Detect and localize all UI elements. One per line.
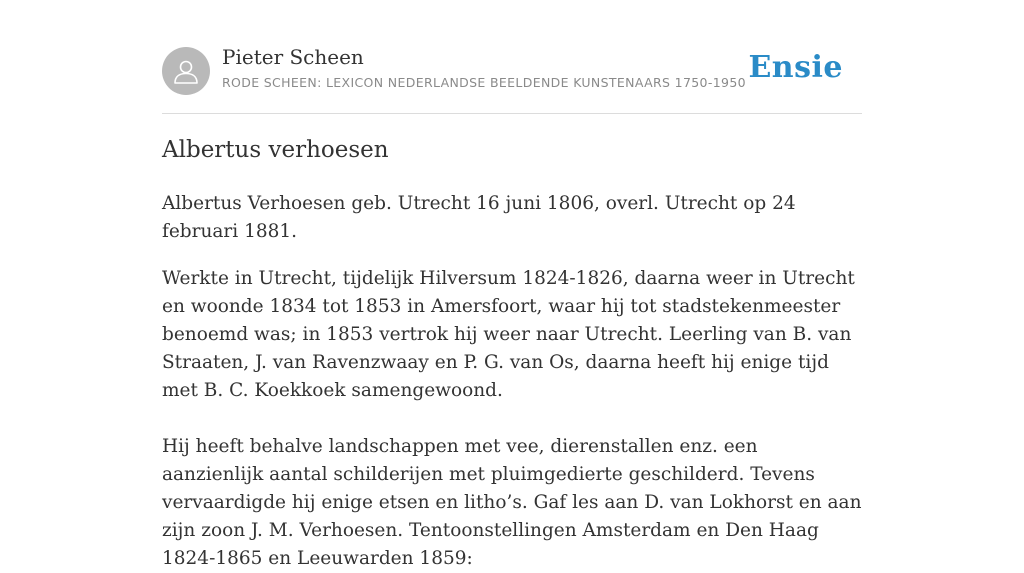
article-paragraph: Albertus Verhoesen geb. Utrecht 16 juni 1806, overl. Utrecht op 24 februari 1881. — [162, 193, 796, 242]
entry-header — [162, 0, 862, 114]
article-body — [162, 190, 862, 573]
source-title[interactable]: RODE SCHEEN: LEXICON NEDERLANDSE BEELDENDE KUNSTENAARS 1750-1950 — [222, 75, 746, 90]
page-container — [162, 0, 862, 569]
article-paragraph: Werkte in Utrecht, tijdelijk Hilversum 1824-1826, daarna weer in Utrecht en woonde 1834 tot 1853 in Amersfoort, waar hij tot stadstekenmeester benoemd was; in 1853 vertrok hij weer naar Utrecht. Leerling van B. van Straaten, J. van Ravenzwaay en P. G. van Os, daarna heeft hij enige tijd met B. C. Koekkoek samengewoond. Hij heeft behalve landschappen met vee, dierenstallen enz. een aanzienlijk aantal schilderijen met pluimgedierte geschilderd. Tevens vervaardigde hij enige etsen en litho’s. Gaf les aan D. van Lokhorst en aan zijn zoon J. M. Verhoesen. Tentoonstellingen Amsterdam en Den Haag 1824-1865 en Leeuwarden 1859: — [162, 268, 862, 569]
user-icon — [171, 56, 201, 86]
ensie-logo[interactable]: Ensie — [748, 50, 843, 85]
article-title: Albertus verhoesen — [162, 137, 389, 163]
author-avatar[interactable] — [162, 47, 210, 95]
author-name[interactable]: Pieter Scheen — [222, 45, 364, 69]
